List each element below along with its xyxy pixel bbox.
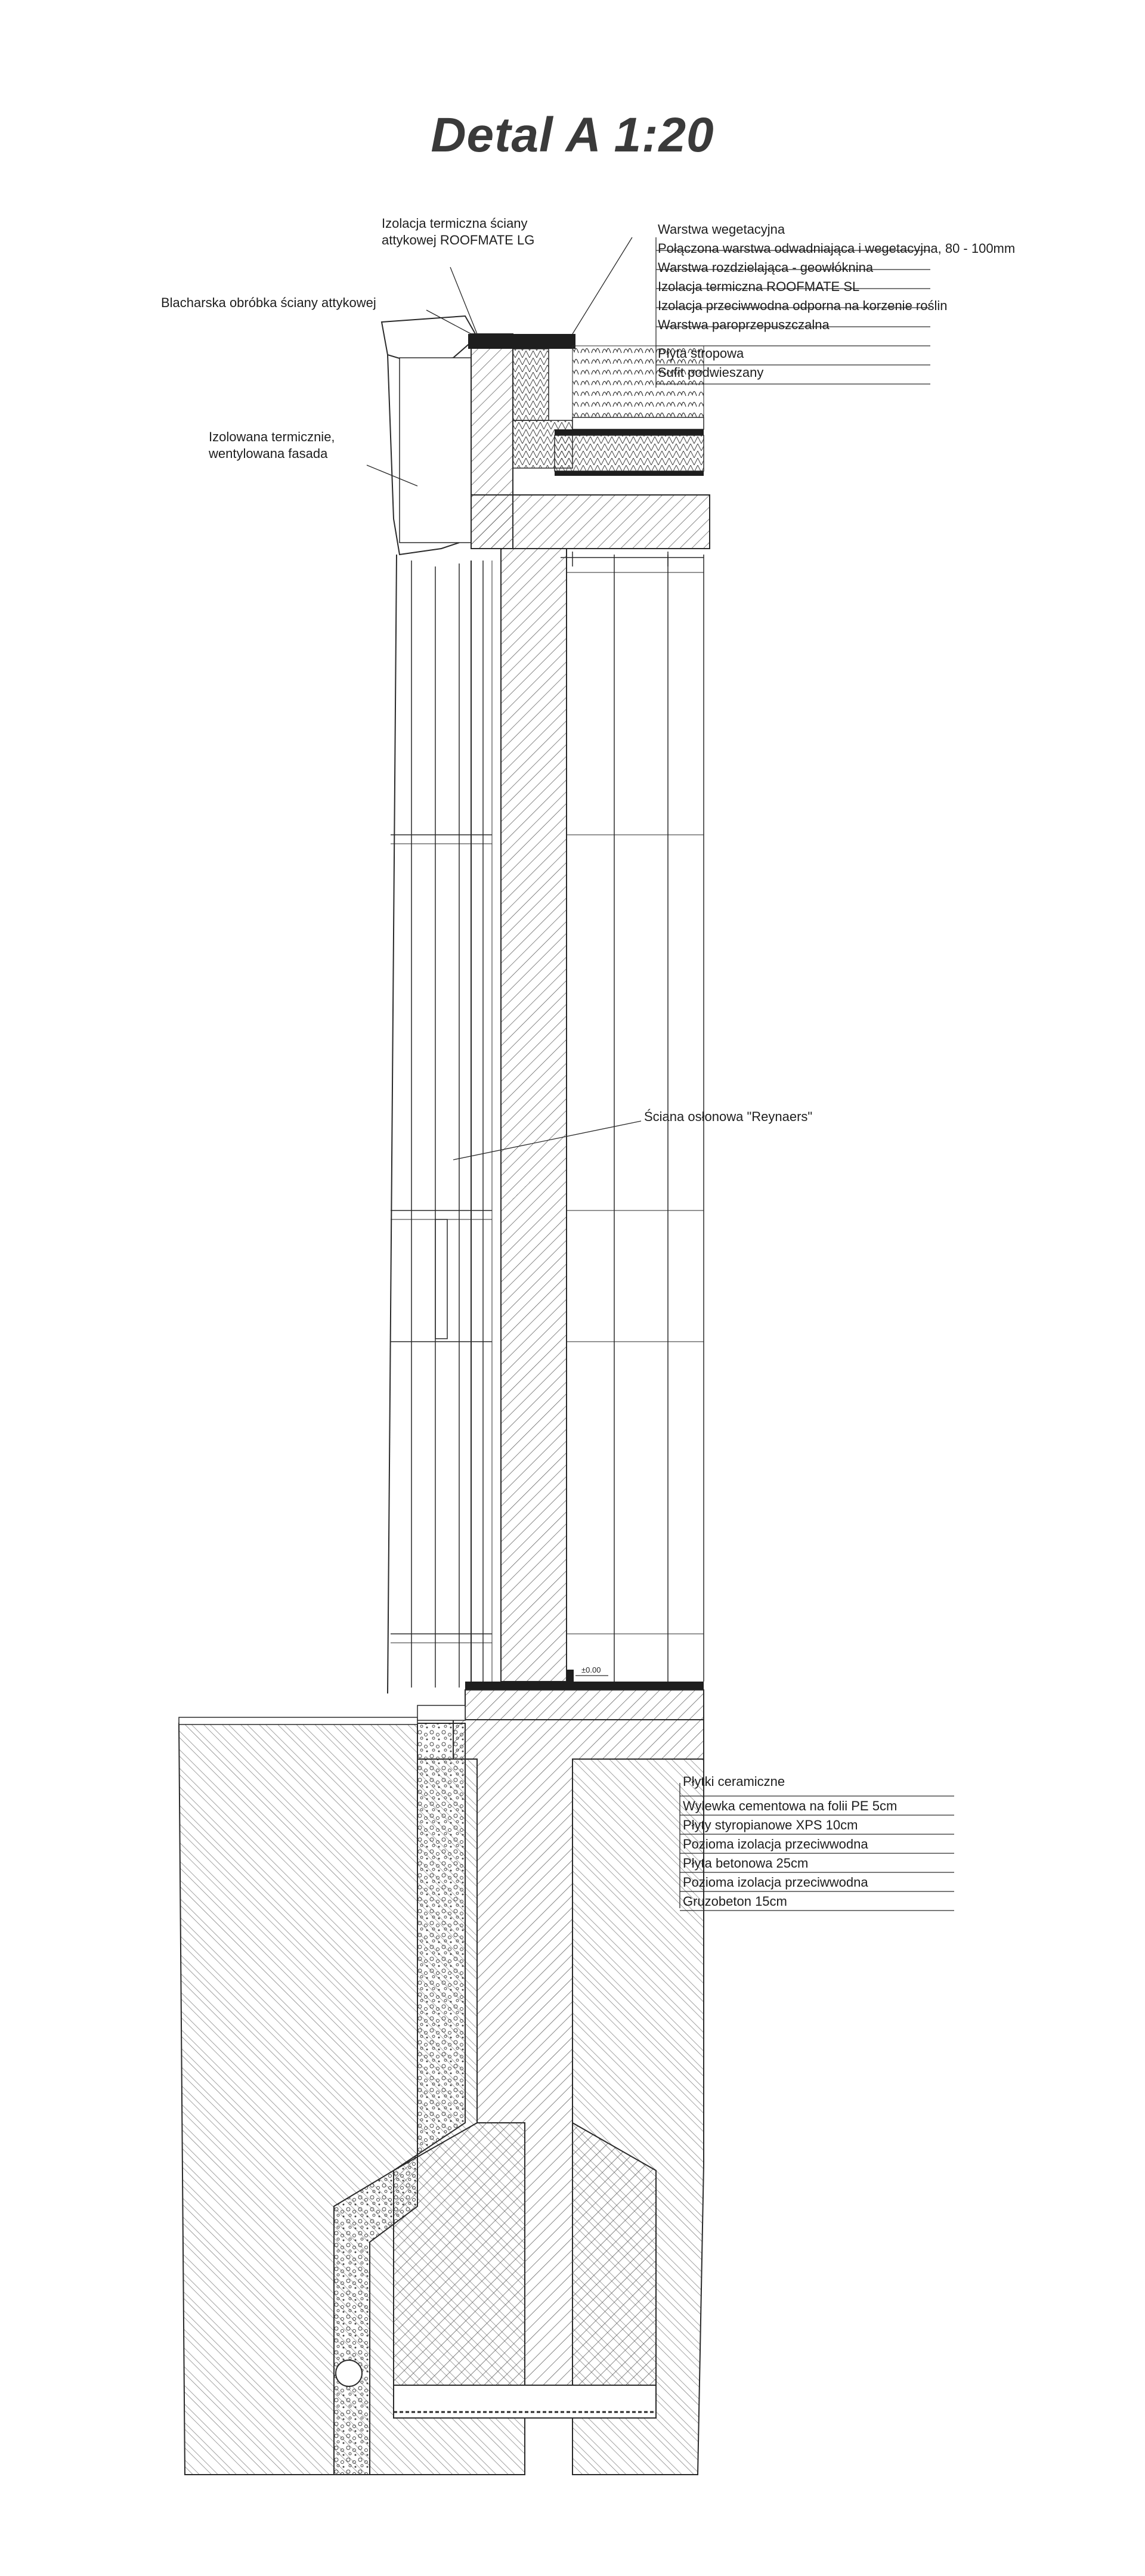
roof-layer-item: Połączona warstwa odwadniająca i wegetacyjna, 80 - 100mm <box>658 241 1016 256</box>
roof-layer-item: Warstwa paroprzepuszczalna <box>658 317 830 332</box>
label-attic-flashing: Blacharska obróbka ściany attykowej <box>161 295 376 310</box>
roof-layer-item: Sufit podwieszany <box>658 365 764 380</box>
label-facade-line2: wentylowana fasada <box>209 446 328 461</box>
floor-layer-item: Płyta betonowa 25cm <box>683 1856 809 1871</box>
roof-layer-item: Płyta stropowa <box>658 346 744 361</box>
roof-layer-item: Izolacja termiczna ROOFMATE SL <box>658 279 860 294</box>
label-facade-line1: Izolowana termicznie, <box>209 429 335 444</box>
floor-layer-item: Wylewka cementowa na folii PE 5cm <box>683 1798 898 1813</box>
floor-layer-item: Pozioma izolacja przeciwwodna <box>683 1837 868 1852</box>
level-mark: ±0.00 <box>581 1665 601 1674</box>
label-attic-insulation-line1: Izolacja termiczna ściany <box>382 216 528 231</box>
roof-layer-item: Warstwa wegetacyjna <box>658 222 785 237</box>
label-curtain-wall: Ściana osłonowa "Reynaers" <box>644 1109 813 1124</box>
floor-layer-item: Płyty styropianowe XPS 10cm <box>683 1818 858 1832</box>
foundation <box>179 1705 704 2475</box>
floor-layer-item: Płytki ceramiczne <box>683 1774 785 1789</box>
roof-layer-item: Warstwa rozdzielająca - geowłóknina <box>658 260 874 275</box>
curtain-wall-outer <box>388 555 492 1693</box>
concrete-column <box>501 549 567 1682</box>
roof-layer-list <box>658 222 1015 380</box>
ventilated-facade-zone <box>400 358 471 543</box>
floor-layer-item: Pozioma izolacja przeciwwodna <box>683 1875 868 1890</box>
floor-layer-item: Gruzobeton 15cm <box>683 1894 787 1909</box>
drawing-title: Detal A 1:20 <box>431 108 714 162</box>
label-attic-insulation-line2: attykowej ROOFMATE LG <box>382 233 535 247</box>
floor-layer-list <box>683 1774 897 1909</box>
roof-layer-item: Izolacja przeciwwodna odporna na korzenie roślin <box>658 298 948 313</box>
